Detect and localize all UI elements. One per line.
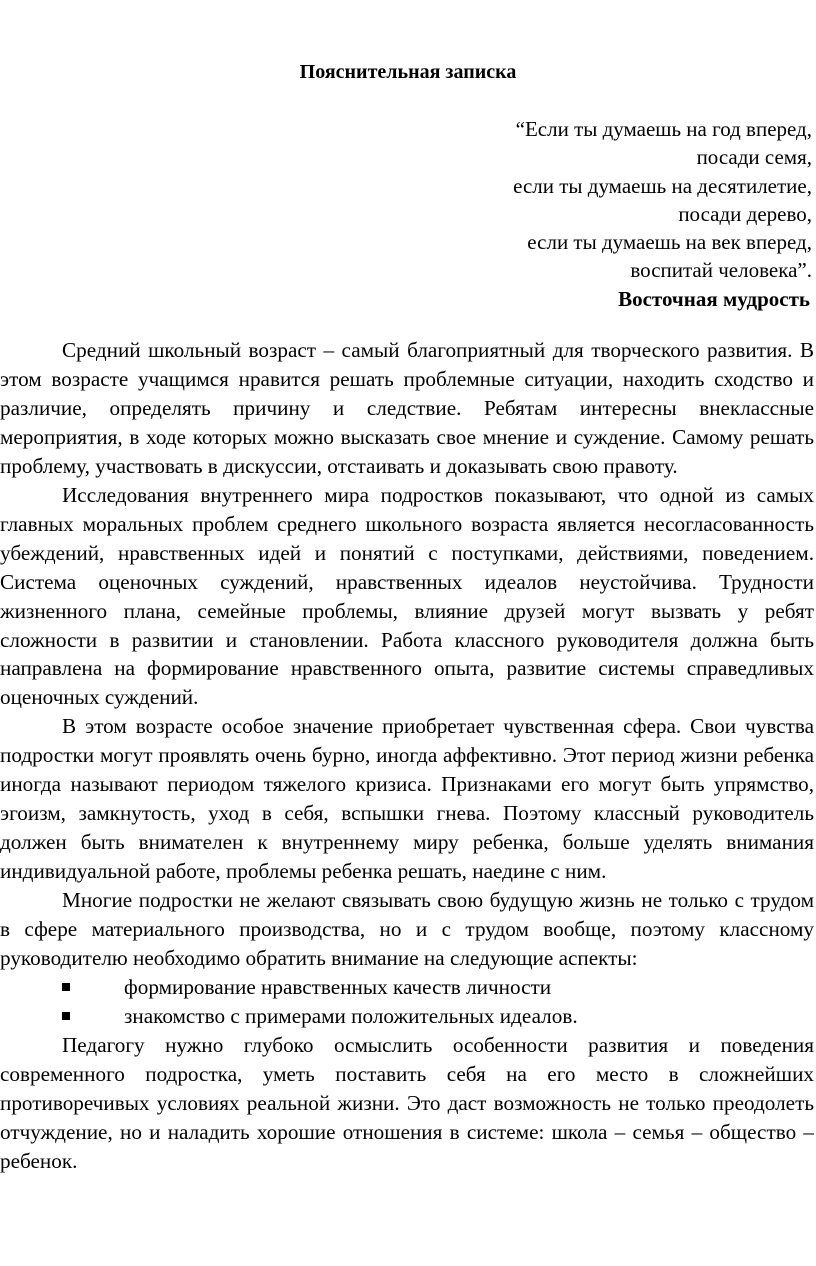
bullet-item	[0, 1002, 814, 1031]
epigraph	[513, 115, 812, 313]
bullet-list	[0, 973, 814, 1031]
epigraph-line: посади семя,	[696, 145, 812, 170]
epigraph-author: Восточная мудрость	[618, 286, 810, 311]
epigraph-line: воспитай человека”.	[630, 258, 812, 283]
paragraph: Многие подростки не желают связывать свою будущую жизнь не только с трудом в сфере материального производства, но и с трудом вообще, поэтому классному руководителю необходимо обратить внимание на следующие аспекты:	[0, 888, 814, 971]
square-bullet-icon	[62, 983, 70, 991]
epigraph-line: посади дерево,	[678, 201, 812, 226]
closing-paragraph: Педагогу нужно глубоко осмыслить особенности развития и поведения современного подростка, уметь поставить себя на его место в сложнейших противоречивых условиях реальной жизни. Это даст возможность не только преодолеть отчуждение, но и наладить хорошие отношения в системе: школа – семья – общество – ребенок.	[0, 1032, 814, 1173]
document-title: Пояснительная записка	[299, 61, 517, 83]
bullet-text: формирование нравственных качеств личности	[124, 974, 552, 999]
document-body	[0, 336, 814, 1176]
square-bullet-icon	[62, 1012, 70, 1020]
paragraph: Исследования внутреннего мира подростков показывают, что одной из самых главных моральных проблем среднего школьного возраста является несогласованность убеждений, нравственных идей и понятий с поступками, действиями, поведением. Система оценочных суждений, нравственных идеалов неустойчива. Трудности жизненного плана, семейные проблемы, влияние друзей могут вызвать у ребят сложности в развитии и становлении. Работа классного руководителя должна быть направлена на формирование нравственного опыта, развитие системы справедливых оценочных суждений.	[0, 482, 814, 710]
epigraph-line: “Если ты думаешь на год вперед,	[515, 117, 812, 141]
epigraph-line: если ты думаешь на десятилетие,	[513, 173, 812, 198]
bullet-text: знакомство с примерами положительных идеалов.	[124, 1003, 578, 1028]
epigraph-line: если ты думаешь на век вперед,	[527, 230, 812, 255]
paragraph: Средний школьный возраст – самый благоприятный для творческого развития. В этом возрасте учащимся нравится решать проблемные ситуации, находить сходство и различие, определять причину и следствие. Ребятам интересны внеклассные мероприятия, в ходе которых можно высказать свое мнение и суждение. Самому решать проблему, участвовать в дискуссии, отстаивать и доказывать свою правоту.	[0, 338, 814, 478]
paragraph: В этом возрасте особое значение приобретает чувственная сфера. Свои чувства подростки могут проявлять очень бурно, иногда аффективно. Этот период жизни ребенка иногда называют периодом тяжелого кризиса. Признаками его могут быть упрямство, эгоизм, замкнутость, уход в себя, вспышки гнева. Поэтому классный руководитель должен быть внимателен к внутреннему миру ребенка, больше уделять внимания индивидуальной работе, проблемы ребенка решать, наедине с ним.	[0, 714, 814, 884]
bullet-item	[0, 973, 814, 1002]
